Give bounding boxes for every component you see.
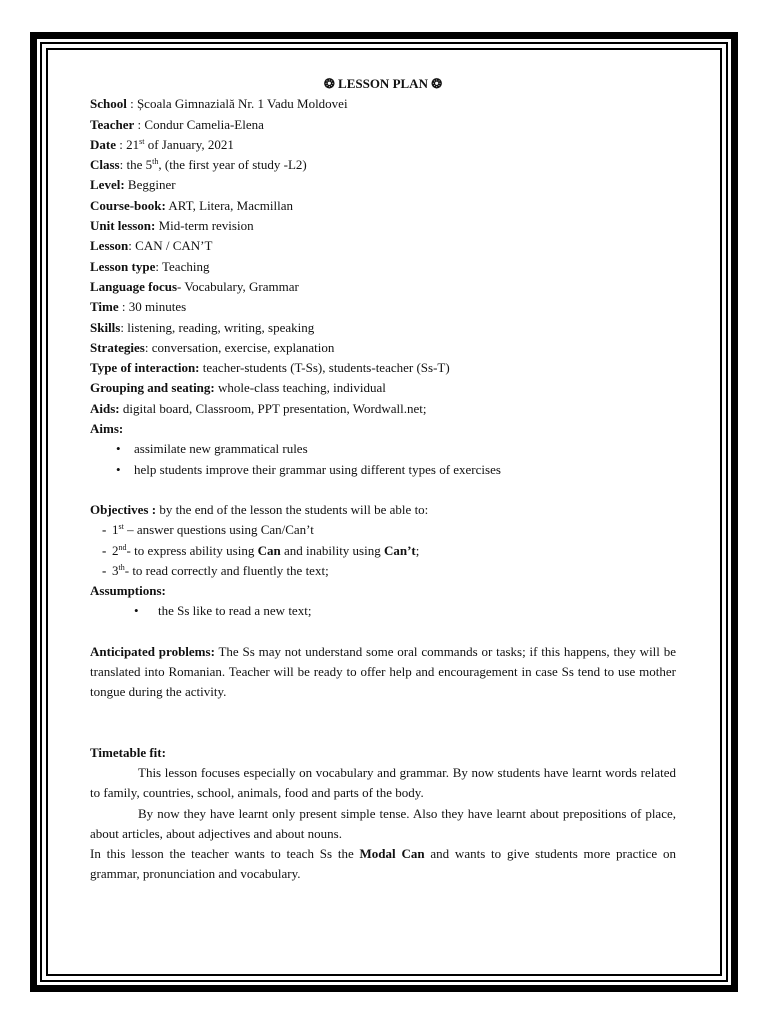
field-label: Level: <box>90 177 125 193</box>
field-aids <box>90 399 676 419</box>
objective-emphasis: Can’t <box>383 542 416 558</box>
section-label: Timetable fit: <box>90 744 166 760</box>
field-label: Aids: <box>90 400 120 416</box>
field-lesson-type <box>90 257 676 277</box>
document-title: ❂ LESSON PLAN ❂ <box>323 76 443 91</box>
field-skills <box>90 318 676 338</box>
field-value: : 21 <box>116 136 140 152</box>
objective-text: ; <box>415 542 420 558</box>
field-course-book <box>90 196 676 216</box>
spacer <box>90 622 676 642</box>
timetable-paragraph-2: By now they have learnt only present simple tense. Also they have learnt about prepositions of place, about articles, about adjectives and about nouns. <box>90 805 676 841</box>
field-value: : conversation, exercise, explanation <box>144 339 335 355</box>
objective-number: 2 <box>112 542 119 558</box>
objectives-intro: by the end of the lesson the students will be able to: <box>156 501 429 517</box>
objective-text: – answer questions using Can/Can’t <box>123 522 314 538</box>
objective-number: 3 <box>112 562 119 578</box>
field-language-focus <box>90 277 676 297</box>
anticipated-problems-paragraph <box>90 642 676 703</box>
field-type-of-interaction <box>90 358 676 378</box>
list-item <box>90 541 676 561</box>
field-value: digital board, Classroom, PPT presentation, Wordwall.net; <box>119 400 427 416</box>
field-label: School <box>90 96 127 112</box>
paragraph-emphasis: Modal Can <box>359 846 425 862</box>
objective-emphasis: Can <box>257 542 281 558</box>
field-label: Course-book: <box>90 197 166 213</box>
field-label: Time <box>90 299 119 315</box>
ordinal-suffix: th <box>152 157 159 167</box>
field-label: Type of interaction: <box>90 360 200 376</box>
paragraph-text: In this lesson the teacher wants to teach Ss the <box>90 846 360 862</box>
field-level <box>90 175 676 195</box>
field-time <box>90 297 676 317</box>
field-label: Skills <box>90 319 121 335</box>
field-value: : listening, reading, writing, speaking <box>120 319 315 335</box>
field-grouping-and-seating <box>90 378 676 398</box>
ordinal-suffix: th <box>118 562 125 572</box>
list-item: • the Ss like to read a new text; <box>90 601 676 621</box>
field-label: Class <box>90 157 120 173</box>
objective-text: and inability using <box>280 542 384 558</box>
ordinal-suffix: nd <box>118 542 127 552</box>
field-value: whole-class teaching, individual <box>214 380 386 396</box>
lesson-plan-document <box>90 74 676 885</box>
field-label: Date <box>90 136 116 152</box>
section-label: Aims: <box>90 421 124 437</box>
field-value: : CAN / CAN’T <box>128 238 213 254</box>
spacer <box>90 480 676 500</box>
paragraph-text: The Ss may not understand some oral commands or tasks; if this happens, they will be translated into Romanian. Teacher will be ready to offer help and encouragement in case Ss tend to use mother tongue during the activity. <box>90 643 676 700</box>
field-value: : Școala Gimnazială Nr. 1 Vadu Moldovei <box>126 96 348 112</box>
list-item: • assimilate new grammatical rules <box>90 439 676 459</box>
objective-text: - to read correctly and fluently the text; <box>124 562 329 578</box>
field-class <box>90 155 676 175</box>
field-value: of January, 2021 <box>144 136 234 152</box>
timetable-fit-heading <box>90 743 676 763</box>
field-label: Strategies <box>90 339 145 355</box>
objective-text: - to express ability using <box>126 542 258 558</box>
section-label: Objectives : <box>90 501 157 517</box>
assumptions-heading <box>90 581 676 601</box>
section-label: Anticipated problems: <box>90 643 215 659</box>
field-value: ART, Litera, Macmillan <box>165 197 293 213</box>
list-item: • help students improve their grammar using different types of exercises <box>90 460 676 480</box>
field-value: : Condur Camelia-Elena <box>134 116 264 132</box>
ordinal-suffix: st <box>118 522 124 532</box>
field-lesson <box>90 236 676 256</box>
field-value: : the 5 <box>119 157 153 173</box>
field-strategies <box>90 338 676 358</box>
paragraph-text: and wants to give students more practice on grammar, pronunciation and vocabulary. <box>90 846 676 882</box>
field-label: Grouping and seating: <box>90 380 215 396</box>
objective-number: 1 <box>112 522 119 538</box>
field-date <box>90 135 676 155</box>
objectives-heading <box>90 500 676 520</box>
field-label: Teacher <box>90 116 135 132</box>
field-value: , (the first year of study -L2) <box>158 157 307 173</box>
field-teacher <box>90 115 676 135</box>
field-value: Begginer <box>124 177 176 193</box>
field-value: - Vocabulary, Grammar <box>177 278 299 294</box>
aims-heading <box>90 419 676 439</box>
section-label: Assumptions: <box>90 583 166 599</box>
field-label: Lesson <box>90 238 129 254</box>
field-unit-lesson <box>90 216 676 236</box>
field-value: teacher-students (T-Ss), students-teacher (Ss-T) <box>199 360 450 376</box>
field-school <box>90 94 676 114</box>
field-label: Language focus <box>90 278 178 294</box>
field-value: : Teaching <box>155 258 210 274</box>
list-item <box>90 561 676 581</box>
timetable-paragraph-1: This lesson focuses especially on vocabulary and grammar. By now students have learnt words related to family, countries, school, animals, food and parts of the body. <box>90 764 676 801</box>
field-value: Mid-term revision <box>155 218 254 234</box>
field-value: : 30 minutes <box>118 299 187 315</box>
timetable-paragraph-3 <box>90 844 676 885</box>
assumptions-list <box>90 601 676 621</box>
ordinal-suffix: st <box>139 136 145 146</box>
aims-list <box>90 439 676 480</box>
list-item <box>90 520 676 540</box>
field-label: Unit lesson: <box>90 218 156 234</box>
objectives-list <box>90 520 676 581</box>
field-label: Lesson type <box>90 258 156 274</box>
spacer <box>90 703 676 743</box>
